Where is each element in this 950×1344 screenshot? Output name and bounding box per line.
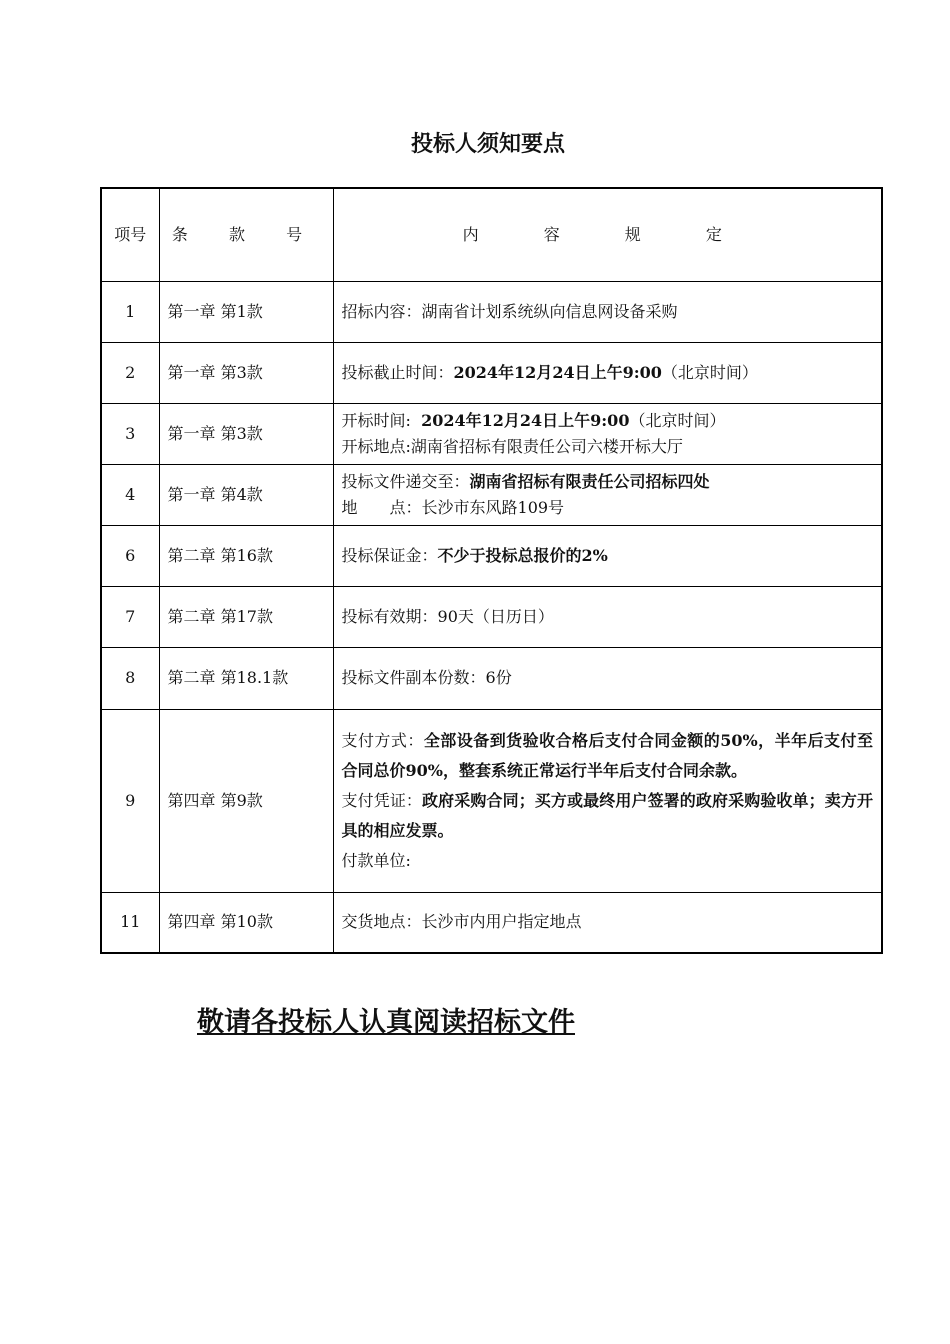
header-clause-number: 条 款 号 — [159, 188, 333, 281]
item-number: 11 — [101, 892, 159, 953]
content-cell — [333, 709, 882, 892]
bidder-instructions-table — [100, 187, 883, 954]
content-value: 90天（日历日） — [437, 606, 554, 626]
page-title: 投标人须知要点 — [410, 132, 565, 157]
item-number: 4 — [101, 464, 159, 525]
content-cell — [333, 281, 882, 342]
content-cell — [333, 892, 882, 953]
content-value: 湖南省计划系统纵向信息网设备采购 — [421, 301, 678, 321]
item-number: 3 — [101, 403, 159, 464]
content-value: 长沙市东风路109号 — [421, 497, 565, 517]
clause-number: 第二章 第16款 — [159, 525, 333, 586]
content-cell — [333, 525, 882, 586]
item-number: 6 — [101, 525, 159, 586]
content-cell — [333, 647, 882, 709]
item-number: 8 — [101, 647, 159, 709]
item-number: 9 — [101, 709, 159, 892]
table-row — [101, 586, 882, 647]
content-label: 支付凭证： — [341, 790, 423, 810]
content-cell — [333, 342, 882, 403]
content-label: 交货地点： — [341, 912, 422, 932]
content-value: 长沙市内用户指定地点 — [421, 912, 582, 932]
content-label: 支付方式： — [341, 730, 424, 750]
table-header-row — [101, 188, 882, 281]
table-row — [101, 647, 882, 709]
content-value: 全部设备到货验收合格后支付合同金额的50%，半年后支付至合同总价90%，整套系统正常运行半年后支付合同余款。 — [341, 730, 873, 780]
content-label: 付款单位: — [341, 850, 411, 870]
item-number: 7 — [101, 586, 159, 647]
table-row — [101, 892, 882, 953]
table-row — [101, 342, 882, 403]
content-value: 政府采购合同；买方或最终用户签署的政府采购验收单；卖方开具的相应发票。 — [341, 790, 873, 840]
content-label: 投标文件递交至： — [341, 471, 470, 491]
item-number: 1 — [101, 281, 159, 342]
table-row — [101, 403, 882, 464]
content-label: 投标保证金： — [341, 545, 438, 565]
table-row — [101, 281, 882, 342]
item-number: 2 — [101, 342, 159, 403]
content-suffix: （北京时间） — [629, 410, 726, 430]
clause-number: 第二章 第17款 — [159, 586, 333, 647]
content-label: 投标文件副本份数： — [341, 668, 486, 687]
content-value: 湖南省招标有限责任公司六楼开标大厅 — [410, 436, 683, 456]
content-cell — [333, 464, 882, 525]
content-suffix: （北京时间） — [661, 362, 758, 382]
content-label: 开标时间: — [341, 410, 422, 430]
footer-notice: 敬请各投标人认真阅读招标文件 — [197, 1007, 575, 1038]
clause-number: 第四章 第9款 — [159, 709, 333, 892]
clause-number: 第四章 第10款 — [159, 892, 333, 953]
content-label: 地 点： — [341, 497, 422, 517]
content-label: 招标内容： — [341, 301, 422, 321]
content-value: 不少于投标总报价的2% — [437, 545, 608, 565]
content-value: 2024年12月24日上午9:00 — [421, 410, 630, 430]
content-label: 投标有效期： — [341, 606, 438, 626]
clause-number: 第一章 第3款 — [159, 342, 333, 403]
header-item-number: 项号 — [101, 188, 159, 281]
content-cell — [333, 403, 882, 464]
content-value: 6份 — [485, 668, 512, 687]
content-cell — [333, 586, 882, 647]
content-label: 开标地点: — [341, 436, 411, 456]
table-row — [101, 709, 882, 892]
table-row — [101, 525, 882, 586]
clause-number: 第二章 第18.1款 — [159, 647, 333, 709]
clause-number: 第一章 第1款 — [159, 281, 333, 342]
content-value: 2024年12月24日上午9:00 — [453, 362, 662, 382]
header-content: 内 容 规 定 — [333, 188, 882, 281]
clause-number: 第一章 第4款 — [159, 464, 333, 525]
clause-number: 第一章 第3款 — [159, 403, 333, 464]
content-label: 投标截止时间： — [341, 362, 454, 382]
table-row — [101, 464, 882, 525]
content-value: 湖南省招标有限责任公司招标四处 — [469, 471, 710, 491]
